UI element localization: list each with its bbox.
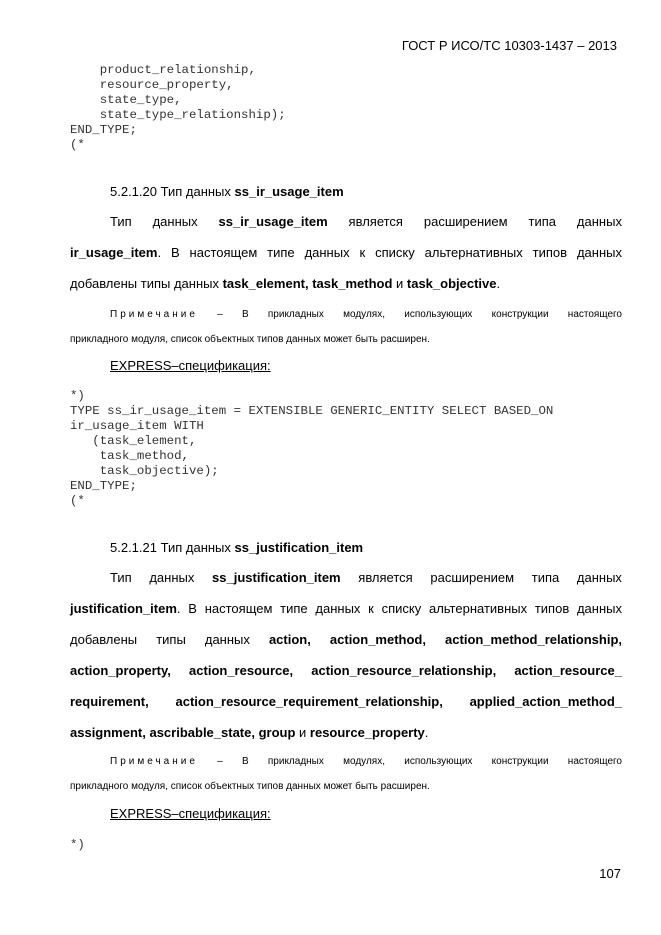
section-paragraph-2 [70, 568, 622, 754]
paragraph-line: добавлены типы данных task_element, task_method и task_objective. [70, 276, 501, 291]
section-type-name: ss_ir_usage_item [234, 184, 344, 199]
section-heading-5-2-1-20 [110, 184, 344, 199]
paragraph-line: добавлены типы данных action, action_method, action_method_relationship, [70, 632, 623, 647]
express-spec-label-2: EXPRESS–спецификация: [110, 806, 271, 821]
section-type-name: ss_justification_item [234, 540, 364, 555]
paragraph-line: assignment, ascribable_state, group и resource_property. [70, 725, 429, 740]
page-number: 107 [599, 866, 621, 881]
section-number: 5.2.1.21 Тип данных [110, 540, 235, 555]
paragraph-line: ir_usage_item. В настоящем типе данных к списку альтернативных типов данных [70, 245, 622, 260]
paragraph-line: Тип данных ss_ir_usage_item является расширением типа данных [110, 214, 622, 229]
document-header: ГОСТ Р ИСО/ТС 10303-1437 – 2013 [401, 38, 617, 53]
section-heading-5-2-1-21 [110, 540, 363, 555]
paragraph-line: action_property, action_resource, action_resource_relationship, action_resource_ [70, 663, 622, 678]
note-label: Примечание [110, 309, 198, 320]
express-spec-label-1: EXPRESS–спецификация: [110, 358, 271, 373]
note-label: Примечание [110, 756, 198, 767]
note-block-2 [70, 755, 622, 805]
note-block-1 [70, 308, 622, 358]
paragraph-line: Тип данных ss_justification_item является расширением типа данных [110, 570, 622, 585]
note-line: прикладного модуля, список объектных типов данных может быть расширен. [70, 781, 430, 792]
express-code-block-2: *) TYPE ss_ir_usage_item = EXTENSIBLE GENERIC_ENTITY SELECT BASED_ON ir_usage_item WITH (task_element, task_method, task_objective); END_TYPE; (* [70, 389, 554, 508]
section-number: 5.2.1.20 Тип данных [110, 184, 235, 199]
express-code-block-1: product_relationship, resource_property, state_type, state_type_relationship); END_TYPE; (* [70, 63, 286, 152]
note-line: прикладного модуля, список объектных типов данных может быть расширен. [70, 334, 430, 345]
note-line: Примечание – В прикладных модулях, использующих конструкции настоящего [110, 309, 622, 320]
express-code-block-3: *) [70, 838, 85, 852]
note-line: Примечание – В прикладных модулях, использующих конструкции настоящего [110, 756, 622, 767]
paragraph-line: requirement, action_resource_requirement_relationship, applied_action_method_ [70, 694, 622, 709]
section-paragraph-1 [70, 212, 622, 305]
paragraph-line: justification_item. В настоящем типе данных к списку альтернативных типов данных [70, 601, 622, 616]
